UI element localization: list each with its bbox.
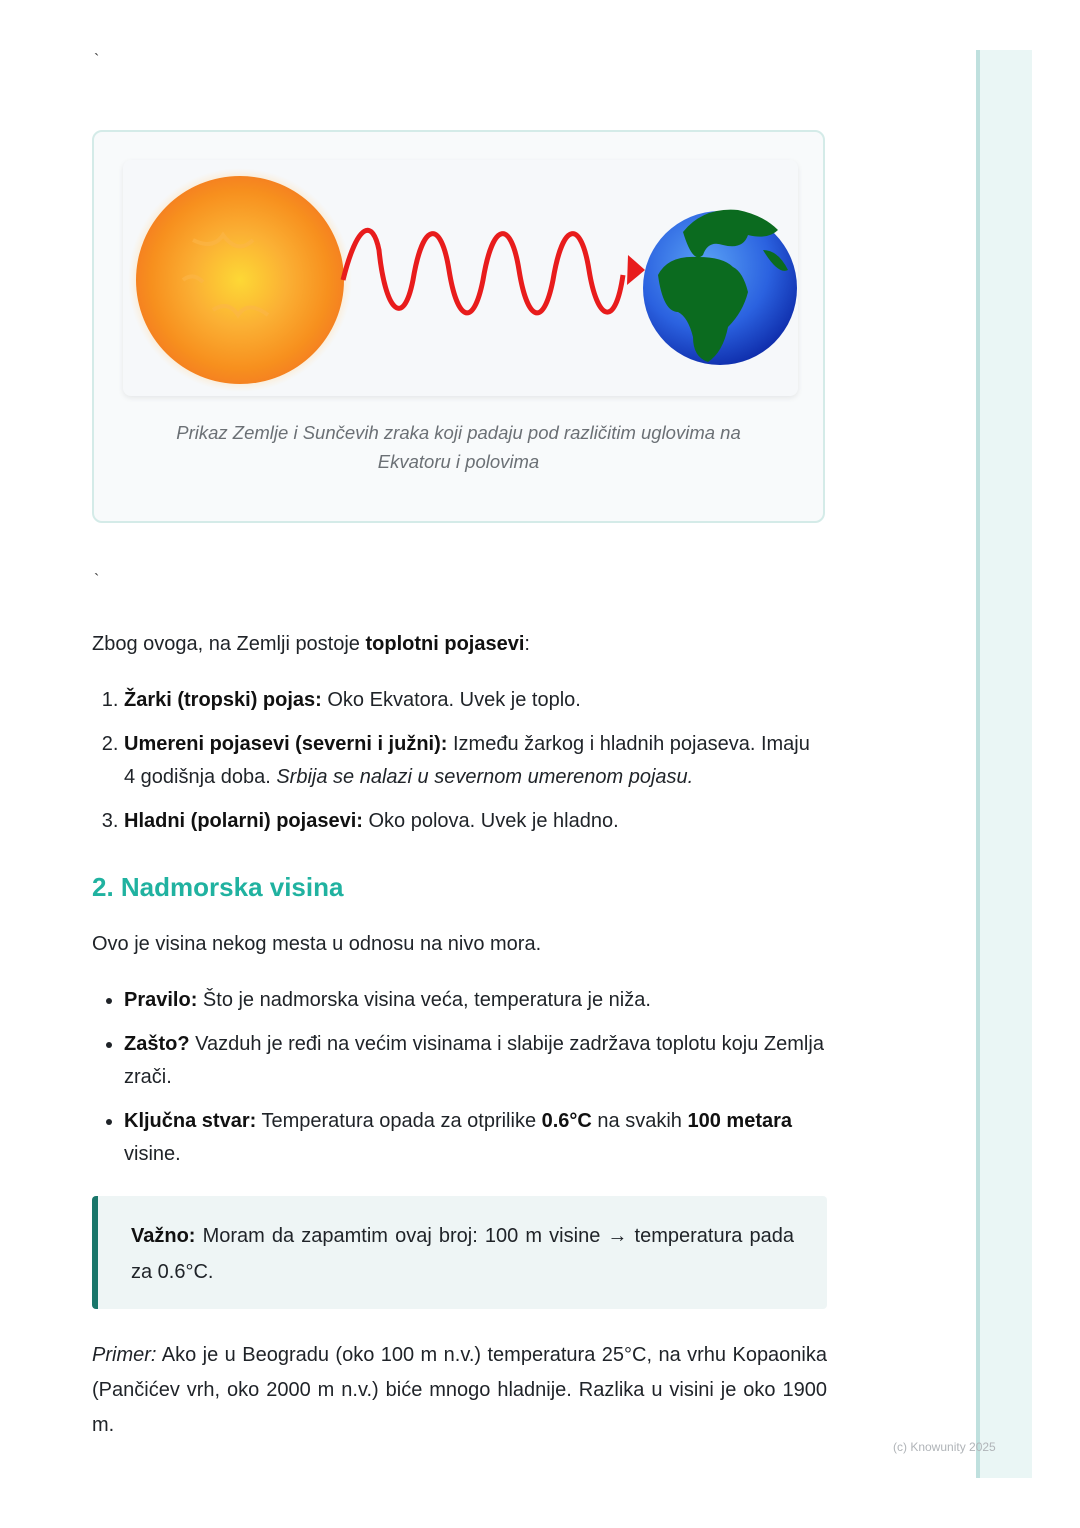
intro-bold: toplotni pojasevi xyxy=(365,633,525,655)
zone-label: Hladni (polarni) pojasevi: xyxy=(124,810,363,832)
heat-zones-list xyxy=(92,684,824,849)
bullet-text: Što je nadmorska visina veća, temperatura je niža. xyxy=(197,989,651,1011)
callout-label: Važno: xyxy=(131,1225,196,1247)
zone-text: Oko polova. Uvek je hladno. xyxy=(362,810,619,832)
arrow-head-icon xyxy=(627,255,645,285)
list-item xyxy=(124,984,824,1017)
copyright-footer: (c) Knowunity 2025 xyxy=(893,1440,996,1454)
earth-icon xyxy=(643,210,797,365)
list-item xyxy=(124,728,824,794)
zone-label: Umereni pojasevi (severni i južni): xyxy=(124,733,448,755)
altitude-list xyxy=(92,984,824,1182)
caption-line-1: Prikaz Zemlje i Sunčevih zraka koji padaju pod različitim uglovima na xyxy=(176,422,741,443)
figure-caption xyxy=(94,418,823,476)
bullet-text: Vazduh je ređi na većim visinama i slabije zadržava toplotu koju Zemlja zrači. xyxy=(124,1033,824,1088)
list-item xyxy=(124,1028,824,1094)
bullet-label: Zašto? xyxy=(124,1033,190,1055)
example-text: Ako je u Beogradu (oko 100 m n.v.) temperatura 25°C, na vrhu Kopaonika (Pančićev vrh, oko 2000 m n.v.) biće mnogo hladnije. Razlika u visini je oko 1900 m. xyxy=(92,1344,827,1436)
stray-backtick: ` xyxy=(94,572,100,589)
intro-text: Zbog ovoga, na Zemlji postoje xyxy=(92,633,366,655)
side-strip xyxy=(976,50,1032,1478)
list-item xyxy=(124,805,824,838)
list-item xyxy=(124,1105,824,1171)
callout-text: Moram da zapamtim ovaj broj: 100 m visine → temperatura pada za 0.6°C. xyxy=(131,1225,794,1283)
important-callout xyxy=(92,1196,827,1309)
zone-note: Srbija se nalazi u severnom umerenom pojasu. xyxy=(276,766,694,788)
caption-line-2: Ekvatoru i polovima xyxy=(377,451,540,472)
bullet-text: na svakih xyxy=(591,1110,688,1132)
zone-text: Između žarkog i hladnih pojaseva. Imaju 4 godišnja doba. xyxy=(124,733,810,788)
zone-text: Oko Ekvatora. Uvek je toplo. xyxy=(321,689,581,711)
section-heading: 2. Nadmorska visina xyxy=(92,872,344,902)
section-intro: Ovo je visina nekog mesta u odnosu na nivo mora. xyxy=(92,933,542,955)
example-paragraph xyxy=(92,1338,827,1443)
bullet-text: visine. xyxy=(124,1143,181,1165)
bullet-bold: 0.6°C xyxy=(541,1110,592,1132)
bullet-label: Ključna stvar: xyxy=(124,1110,257,1132)
bullet-bold: 100 metara xyxy=(687,1110,793,1132)
radiation-wave xyxy=(343,230,623,313)
intro-colon: : xyxy=(524,633,530,655)
zone-label: Žarki (tropski) pojas: xyxy=(124,689,322,711)
sun-earth-illustration xyxy=(123,160,798,396)
bullet-text: Temperatura opada za otprilike xyxy=(256,1110,542,1132)
list-item xyxy=(124,684,824,717)
sun-icon xyxy=(128,168,352,392)
bullet-label: Pravilo: xyxy=(124,989,198,1011)
figure-card xyxy=(92,130,825,523)
stray-backtick: ` xyxy=(94,52,100,69)
example-label: Primer: xyxy=(92,1344,157,1366)
zones-intro xyxy=(92,628,530,661)
